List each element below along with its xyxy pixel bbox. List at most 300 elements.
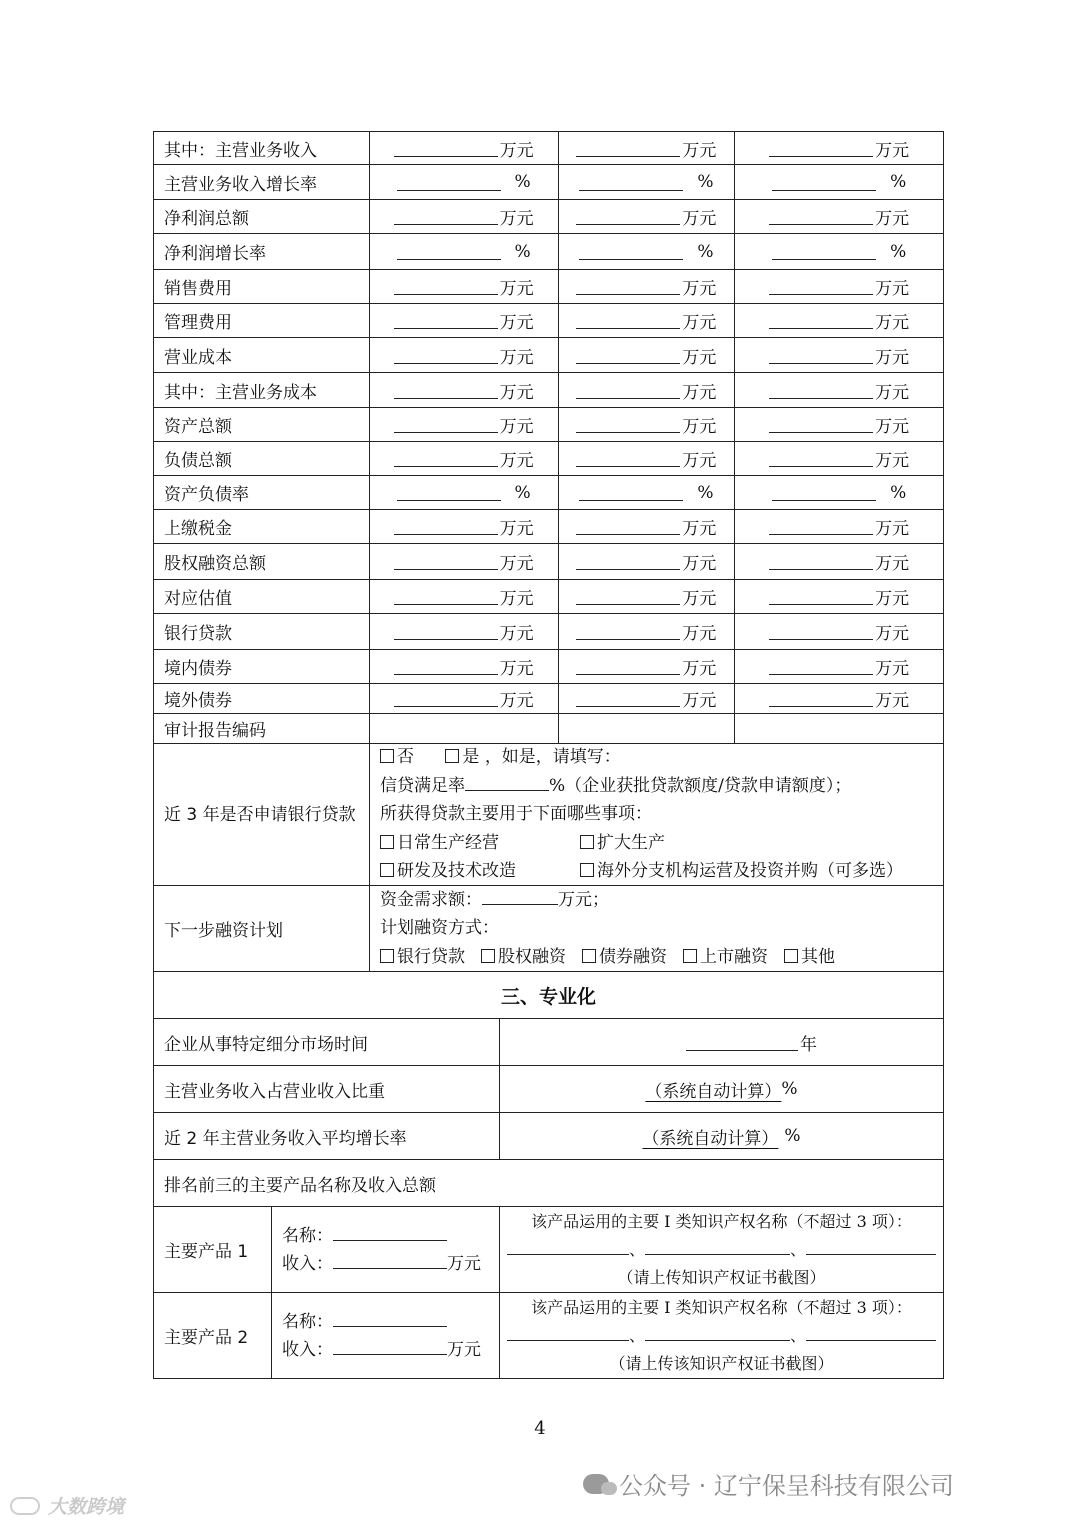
loan-label [154,744,370,885]
finance-input[interactable] [769,416,873,433]
growth-rate-row [154,1113,944,1160]
finance-input[interactable] [772,484,876,501]
finance-row-label: 销售费用 [154,270,370,303]
finance-row-label: 上缴税金 [154,510,370,543]
finance-row-label: 管理费用 [154,304,370,337]
finance-row-label: 境外债券 [154,684,370,713]
plan-method-option[interactable] [481,943,566,972]
plan-label: 下一步融资计划 [154,886,370,971]
main-income-ratio-row [154,1066,944,1113]
plan-method-label: 银行贷款 [397,946,465,967]
audit-label: 审计报告编码 [154,714,370,743]
finance-input[interactable] [579,243,683,260]
plan-method-label: 股权融资 [498,946,566,967]
finance-value-1 [370,132,559,164]
finance-input[interactable] [394,450,498,467]
finance-unit: 万元 [682,624,717,644]
finance-input[interactable] [769,382,873,399]
loan-use-3-label: 研发及技术改造 [397,861,516,882]
checkbox-icon [683,949,697,963]
logo-icon [10,1497,40,1515]
product-name-input[interactable] [333,1224,447,1241]
product-ip-note: （请上传该知识产权证书截图） [609,1353,834,1373]
checkbox-icon [380,863,394,877]
product-info [272,1207,500,1292]
finance-value-2 [559,373,736,407]
products [154,1207,944,1379]
finance-row [154,408,944,442]
top3-row [154,1160,944,1207]
finance-value-3 [735,580,944,613]
finance-row-label: 对应估值 [154,580,370,613]
loan-use-3[interactable] [380,857,580,886]
wechat-icon [583,1474,609,1494]
ip-input-1[interactable] [507,1324,629,1341]
finance-row [154,614,944,650]
finance-value-2 [559,304,736,337]
finance-row [154,165,944,200]
finance-input[interactable] [394,347,498,364]
finance-unit: 万元 [875,347,910,368]
top3-label: 排名前三的主要产品名称及收入总额 [154,1160,944,1206]
finance-input[interactable] [576,416,680,433]
finance-value-3 [735,304,944,337]
finance-input[interactable] [576,312,680,329]
loan-use-4-label: 海外分支机构运营及投资并购（可多选） [597,861,903,882]
checkbox-icon [784,949,798,963]
finance-value-1 [370,304,559,337]
finance-input[interactable] [576,690,680,707]
finance-value-2 [559,408,736,441]
plan-content [370,886,944,971]
form-table [153,131,944,1379]
finance-row [154,270,944,304]
finance-input[interactable] [394,623,498,640]
finance-input[interactable] [394,658,498,675]
market-time-input[interactable] [686,1034,798,1051]
finance-unit: % [697,241,714,262]
finance-value-3 [735,650,944,683]
main-income-ratio-label: 主营业务收入占营业收入比重 [154,1066,500,1112]
finance-value-1 [370,650,559,683]
finance-value-2 [559,165,736,199]
finance-input[interactable] [394,588,498,605]
ip-input-2[interactable] [645,1238,790,1255]
finance-input[interactable] [576,382,680,399]
finance-value-1 [370,234,559,269]
finance-unit: 万元 [875,659,910,679]
finance-unit: 万元 [682,382,717,403]
finance-row [154,510,944,544]
finance-input[interactable] [769,553,873,570]
finance-row [154,650,944,684]
loan-if-yes: ，如是，请填写： [484,747,621,768]
loan-use-2-label: 扩大生产 [597,832,665,853]
finance-row [154,234,944,270]
plan-need-input[interactable] [482,888,558,905]
finance-unit: 万元 [682,589,717,609]
finance-value-1 [370,442,559,475]
main-income-ratio-unit: % [781,1079,798,1099]
checkbox-icon [380,835,394,849]
finance-input[interactable] [394,382,498,399]
plan-method-option[interactable] [683,943,768,972]
loan-no-checkbox[interactable] [380,749,394,763]
market-time-unit: 年 [800,1034,817,1055]
checkbox-icon [580,863,594,877]
finance-unit: 万元 [499,554,534,574]
product-name-label: 名称： [282,1225,333,1246]
finance-value-2 [559,580,736,613]
checkbox-icon [580,835,594,849]
finance-input[interactable] [769,208,873,225]
finance-unit: 万元 [875,451,910,471]
finance-input[interactable] [394,278,498,295]
finance-unit: 万元 [682,313,717,333]
finance-input[interactable] [576,588,680,605]
finance-input[interactable] [579,484,683,501]
finance-input[interactable] [394,518,498,535]
ip-separator: 、 [628,1325,645,1345]
finance-value-2 [559,270,736,303]
finance-row [154,544,944,580]
checkbox-icon [582,949,596,963]
plan-method-label: 其他 [801,946,835,967]
audit-input-2[interactable] [559,714,736,743]
finance-input[interactable] [576,347,680,364]
finance-value-1 [370,580,559,613]
main-income-ratio-auto: （系统自动计算） [645,1081,782,1102]
finance-unit: 万元 [875,554,910,574]
finance-unit: 万元 [499,347,534,368]
finance-input[interactable] [769,658,873,675]
finance-value-3 [735,132,944,164]
finance-unit: 万元 [682,659,717,679]
finance-unit: % [890,241,907,262]
watermark [583,1466,954,1501]
finance-value-3 [735,234,944,269]
finance-input[interactable] [394,690,498,707]
section-3-title: 三、专业化 [154,972,944,1018]
finance-unit: 万元 [875,313,910,333]
growth-rate-label: 近 2 年主营业务收入平均增长率 [154,1113,500,1159]
finance-input[interactable] [769,623,873,640]
finance-value-2 [559,338,736,372]
main-income-ratio-value [500,1066,944,1112]
product-income-label: 收入： [282,1253,333,1274]
checkbox-icon [380,949,394,963]
audit-input-1[interactable] [370,714,559,743]
growth-rate-unit: % [784,1126,801,1146]
finance-input[interactable] [394,312,498,329]
finance-unit: % [890,482,907,503]
finance-unit: 万元 [499,691,534,711]
finance-row [154,304,944,338]
watermark-text: 公众号 · 辽宁保呈科技有限公司 [619,1472,954,1500]
product-ip-title: 该产品运用的主要 I 类知识产权名称（不超过 3 项）： [531,1211,912,1231]
finance-input[interactable] [576,518,680,535]
finance-value-1 [370,684,559,713]
finance-input[interactable] [772,243,876,260]
finance-unit: 万元 [875,209,910,229]
finance-value-1 [370,408,559,441]
ip-input-1[interactable] [507,1238,629,1255]
finance-value-3 [735,270,944,303]
product-ip-title: 该产品运用的主要 I 类知识产权名称（不超过 3 项）： [531,1297,912,1317]
finance-unit: 万元 [499,589,534,609]
finance-input[interactable] [394,416,498,433]
product-row [154,1207,944,1293]
finance-row [154,338,944,373]
ip-separator: 、 [790,1325,807,1345]
loan-use-2[interactable] [580,829,665,858]
finance-value-2 [559,442,736,475]
loan-content [370,744,944,885]
product-income-input[interactable] [333,1338,447,1355]
finance-row-label: 负债总额 [154,442,370,475]
finance-unit: 万元 [682,279,717,299]
finance-row-label: 境内债券 [154,650,370,683]
finance-row [154,476,944,510]
plan-method-option[interactable] [582,943,667,972]
finance-value-3 [735,476,944,509]
plan-need-prefix: 资金需求额： [380,889,482,910]
finance-value-2 [559,200,736,233]
watermark-2-text: 大数跨境 [48,1496,125,1518]
finance-value-1 [370,338,559,372]
finance-unit: 万元 [682,347,717,368]
plan-method-label: 上市融资 [700,946,768,967]
finance-input[interactable] [397,484,501,501]
finance-unit: 万元 [875,417,910,437]
finance-unit: 万元 [499,209,534,229]
finance-input[interactable] [576,658,680,675]
finance-unit: % [514,172,531,192]
finance-row [154,200,944,234]
finance-unit: 万元 [682,451,717,471]
checkbox-icon [481,949,495,963]
loan-use-1[interactable] [380,829,580,858]
finance-input[interactable] [397,174,501,191]
product-row [154,1293,944,1379]
finance-row-label: 净利润增长率 [154,234,370,269]
finance-input[interactable] [769,140,873,157]
finance-input[interactable] [394,553,498,570]
finance-input[interactable] [576,208,680,225]
finance-input[interactable] [576,278,680,295]
product-label: 主要产品 1 [154,1207,272,1292]
finance-value-3 [735,165,944,199]
finance-value-1 [370,270,559,303]
finance-row-label: 股权融资总额 [154,544,370,579]
finance-value-2 [559,234,736,269]
finance-input[interactable] [394,140,498,157]
finance-unit: % [514,241,531,262]
finance-input[interactable] [397,243,501,260]
finance-value-3 [735,442,944,475]
finance-input[interactable] [769,690,873,707]
finance-value-3 [735,373,944,407]
watermark-2 [10,1492,124,1519]
finance-value-1 [370,544,559,579]
product-income-input[interactable] [333,1252,447,1269]
finance-unit: 万元 [875,589,910,609]
product-name-label: 名称： [282,1311,333,1332]
product-ip [500,1293,944,1378]
loan-rate-prefix: 信贷满足率 [380,775,465,796]
plan-methods [380,943,851,972]
finance-input[interactable] [394,208,498,225]
ip-input-3[interactable] [806,1238,936,1255]
finance-row-label: 净利润总额 [154,200,370,233]
product-info [272,1293,500,1378]
finance-value-1 [370,476,559,509]
product-income-label: 收入： [282,1339,333,1360]
ip-separator: 、 [628,1239,645,1259]
finance-value-2 [559,650,736,683]
audit-row [154,714,944,744]
finance-unit: 万元 [875,279,910,299]
loan-rate-suffix: %（企业获批贷款额度/贷款申请额度）； [549,775,852,796]
finance-value-3 [735,200,944,233]
finance-unit: 万元 [682,519,717,539]
finance-input[interactable] [769,588,873,605]
finance-row [154,684,944,714]
finance-value-3 [735,614,944,649]
finance-input[interactable] [769,450,873,467]
finance-row-label: 其中：主营业务收入 [154,132,370,164]
finance-unit: % [697,482,714,503]
finance-input[interactable] [769,278,873,295]
finance-input[interactable] [769,347,873,364]
section-3-header [154,972,944,1019]
plan-need-suffix: 万元； [558,889,609,910]
ip-separator: 、 [790,1239,807,1259]
finance-value-3 [735,510,944,543]
finance-unit: 万元 [499,279,534,299]
market-time-label: 企业从事特定细分市场时间 [154,1019,500,1065]
growth-rate-auto: （系统自动计算） [642,1128,779,1149]
finance-unit: 万元 [875,519,910,539]
page-number: 4 [534,1418,546,1439]
product-ip-note: （请上传知识产权证书截图） [617,1267,826,1287]
finance-value-1 [370,510,559,543]
finance-unit: 万元 [499,519,534,539]
loan-use-4[interactable] [580,857,903,886]
finance-unit: 万元 [499,140,534,161]
loan-use-question: 所获得贷款主要用于下面哪些事项： [380,804,652,825]
finance-value-3 [735,544,944,579]
finance-row [154,132,944,165]
loan-use-1-label: 日常生产经营 [397,832,499,853]
finance-value-2 [559,476,736,509]
finance-input[interactable] [769,518,873,535]
ip-input-3[interactable] [806,1324,936,1341]
loan-no-label: 否 [397,747,414,768]
finance-row-label: 资产负债率 [154,476,370,509]
finance-unit: 万元 [499,659,534,679]
finance-value-1 [370,614,559,649]
product-income-unit: 万元 [447,1253,481,1274]
finance-value-2 [559,544,736,579]
finance-unit: 万元 [875,140,910,161]
loan-label-text: 近 3 年是否申请银行贷款 [164,804,356,825]
finance-unit: 万元 [875,691,910,711]
product-income-unit: 万元 [447,1339,481,1360]
finance-input[interactable] [576,553,680,570]
loan-rate-input[interactable] [465,774,549,791]
finance-input[interactable] [769,312,873,329]
finance-input[interactable] [576,623,680,640]
finance-value-2 [559,614,736,649]
finance-row-label: 营业成本 [154,338,370,372]
product-name-input[interactable] [333,1310,447,1327]
finance-unit: 万元 [499,313,534,333]
finance-value-1 [370,373,559,407]
finance-unit: 万元 [682,209,717,229]
finance-unit: % [697,172,714,192]
finance-value-3 [735,408,944,441]
finance-input[interactable] [576,140,680,157]
finance-unit: 万元 [499,451,534,471]
plan-method-label: 计划融资方式： [380,918,499,939]
audit-input-3[interactable] [735,714,944,743]
finance-value-2 [559,684,736,713]
finance-unit: 万元 [682,417,717,437]
finance-row [154,580,944,614]
plan-row [154,886,944,972]
finance-unit: % [890,172,907,192]
plan-method-label: 债券融资 [599,946,667,967]
finance-row-label: 银行贷款 [154,614,370,649]
finance-value-1 [370,200,559,233]
ip-input-2[interactable] [645,1324,790,1341]
finance-unit: 万元 [875,382,910,403]
loan-yes-checkbox[interactable] [445,749,459,763]
finance-unit: 万元 [499,382,534,403]
finance-row [154,373,944,408]
finance-row-label: 资产总额 [154,408,370,441]
loan-row [154,744,944,886]
finance-value-2 [559,132,736,164]
product-label: 主要产品 2 [154,1293,272,1378]
finance-unit: % [514,482,531,503]
finance-unit: 万元 [682,140,717,161]
finance-unit: 万元 [682,554,717,574]
market-time-row [154,1019,944,1066]
market-time-value [500,1019,944,1065]
plan-method-option[interactable] [784,943,835,972]
loan-yes-label: 是 [462,747,480,768]
finance-rows [154,132,944,714]
finance-row-label: 其中：主营业务成本 [154,373,370,407]
product-ip [500,1207,944,1292]
growth-rate-value [500,1113,944,1159]
finance-unit: 万元 [682,691,717,711]
finance-value-1 [370,165,559,199]
finance-row-label: 主营业务收入增长率 [154,165,370,199]
finance-input[interactable] [579,174,683,191]
finance-value-3 [735,338,944,372]
finance-unit: 万元 [499,624,534,644]
finance-row [154,442,944,476]
finance-input[interactable] [576,450,680,467]
finance-unit: 万元 [875,624,910,644]
plan-method-option[interactable] [380,943,465,972]
finance-input[interactable] [772,174,876,191]
finance-value-2 [559,510,736,543]
finance-unit: 万元 [499,417,534,437]
